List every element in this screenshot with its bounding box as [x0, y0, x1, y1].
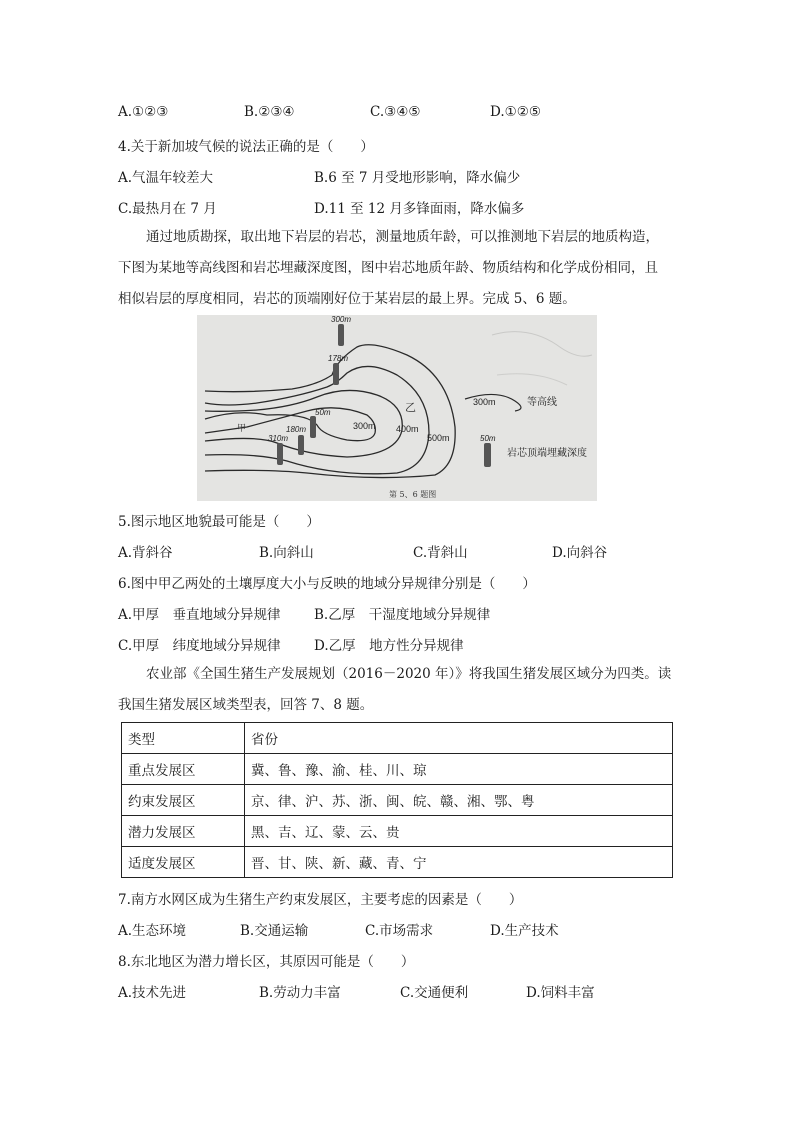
rock-core: [298, 435, 304, 455]
q3-option-b: B.②③④: [244, 104, 295, 120]
q6-option-a: A.甲厚 垂直地域分异规律: [118, 607, 281, 623]
passage-geology-line: 通过地质勘探，取出地下岩层的岩芯，测量地质年龄，可以推测地下岩层的地质构造，: [146, 229, 659, 245]
core-depth-label: 310m: [268, 434, 289, 443]
core-depth-label: 180m: [286, 425, 307, 434]
legend-contour-value: 300m: [473, 397, 496, 407]
table-row: [122, 847, 673, 878]
q5-option-b: B.向斜山: [259, 545, 314, 561]
q5-option-c: C.背斜山: [413, 545, 468, 561]
core-depth-label: 300m: [331, 315, 352, 324]
q7-option-a: A.生态环境: [118, 923, 187, 939]
table-row: [122, 754, 673, 785]
q6-option-d: D.乙厚 地方性分异规律: [314, 638, 464, 654]
rock-core: [277, 443, 283, 465]
point-jia-label: 甲: [237, 424, 247, 434]
core-depth-label: 178m: [328, 354, 349, 363]
table-row: [122, 785, 673, 816]
q5-option-d: D.向斜谷: [552, 545, 608, 561]
table-cell: 潜力发展区: [122, 816, 245, 847]
q5-option-a: A.背斜谷: [118, 545, 173, 561]
q4-option-c: C.最热月在 7 月: [118, 201, 217, 217]
q4-option-a: A.气温年较差大: [118, 170, 214, 186]
passage-pig-line: 我国生猪发展区域类型表，回答 7、8 题。: [118, 697, 374, 713]
q3-option-a: A.①②③: [118, 104, 169, 120]
q6-option-b: B.乙厚 干湿度地域分异规律: [314, 607, 491, 623]
q8-option-c: C.交通便利: [400, 985, 469, 1001]
rock-core: [310, 416, 316, 438]
table-cell: 京、律、沪、苏、浙、闽、皖、赣、湘、鄂、粤: [245, 785, 673, 816]
q5-stem: 5.图示地区地貌最可能是（ ）: [118, 514, 320, 530]
passage-pig-production: [118, 659, 678, 721]
q7-stem: 7.南方水网区成为生猪生产约束发展区，主要考虑的因素是（ ）: [118, 892, 523, 908]
table-row: [122, 816, 673, 847]
contour-value-label: 300m: [353, 421, 376, 431]
contour-core-depth-figure: [197, 315, 597, 501]
q8-option-a: A.技术先进: [118, 985, 187, 1001]
legend-core-value: 50m: [480, 434, 496, 443]
contour-value-label: 400m: [396, 424, 419, 434]
q3-option-d: D.①②⑤: [490, 104, 541, 120]
q6-stem: 6.图中甲乙两处的土壤厚度大小与反映的地域分异规律分别是（ ）: [118, 576, 536, 592]
q7-option-d: D.生产技术: [490, 923, 559, 939]
q7-option-b: B.交通运输: [240, 923, 309, 939]
passage-geology-line: 下图为某地等高线图和岩芯埋藏深度图，图中岩芯地质年龄、物质结构和化学成份相同，且: [118, 260, 658, 276]
q8-option-b: B.劳动力丰富: [259, 985, 341, 1001]
passage-geology: [118, 222, 678, 315]
q4-option-b: B.6 至 7 月受地形影响，降水偏少: [314, 170, 521, 186]
q3-option-c: C.③④⑤: [370, 104, 421, 120]
q8-option-d: D.饲料丰富: [526, 985, 595, 1001]
legend-core-sample: [484, 443, 491, 467]
contour-value-label: 500m: [427, 433, 450, 443]
figure-caption: 第 5、6 题图: [389, 490, 437, 499]
core-depth-label: 50m: [315, 408, 331, 417]
q4-option-d: D.11 至 12 月多锋面雨，降水偏多: [314, 201, 525, 217]
table-cell: 黑、吉、辽、蒙、云、贵: [245, 816, 673, 847]
q8-stem: 8.东北地区为潜力增长区，其原因可能是（ ）: [118, 954, 415, 970]
table-header-cell: 省份: [245, 723, 673, 754]
legend-core-label: 岩芯顶端埋藏深度: [507, 448, 587, 459]
point-yi-label: 乙: [405, 401, 416, 414]
rock-core: [333, 363, 339, 385]
legend-contour-label: 等高线: [527, 397, 557, 408]
q7-option-c: C.市场需求: [365, 923, 434, 939]
table-header-row: [122, 723, 673, 754]
q6-option-c: C.甲厚 纬度地域分异规律: [118, 638, 281, 654]
table-cell: 适度发展区: [122, 847, 245, 878]
rock-core: [338, 324, 344, 346]
table-cell: 约束发展区: [122, 785, 245, 816]
passage-pig-line: 农业部《全国生猪生产发展规划（2016－2020 年）》将我国生猪发展区域分为四类。读: [146, 666, 672, 682]
table-cell: 重点发展区: [122, 754, 245, 785]
q4-stem: 4.关于新加坡气候的说法正确的是（ ）: [118, 139, 374, 155]
table-header-cell: 类型: [122, 723, 245, 754]
pig-region-table: [121, 722, 673, 878]
table-cell: 晋、甘、陕、新、藏、青、宁: [245, 847, 673, 878]
passage-geology-line: 相似岩层的厚度相同，岩芯的顶端刚好位于某岩层的最上界。完成 5、6 题。: [118, 291, 576, 307]
table-cell: 冀、鲁、豫、渝、桂、川、琼: [245, 754, 673, 785]
